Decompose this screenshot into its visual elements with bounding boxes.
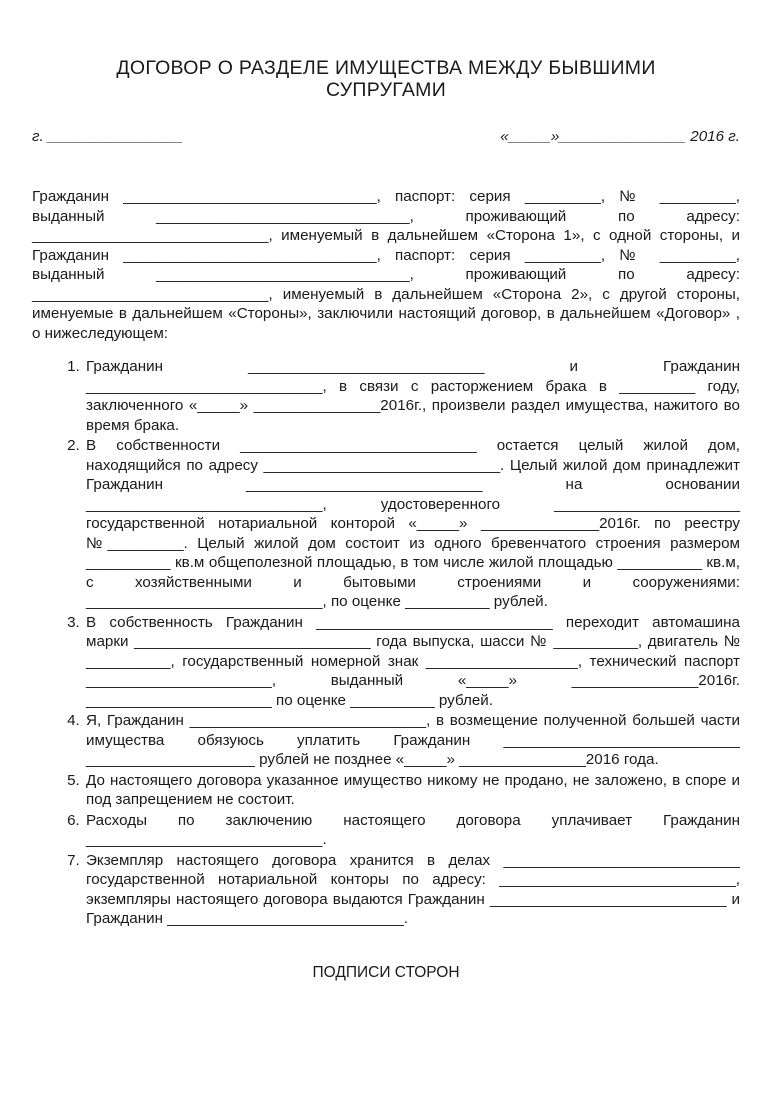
document-title bbox=[32, 57, 740, 101]
place-date-line bbox=[32, 127, 740, 147]
intro-paragraph bbox=[32, 187, 740, 343]
signatures-heading: ПОДПИСИ СТОРОН bbox=[312, 963, 460, 981]
date-field: «_____»_______________ 2016 г. bbox=[500, 128, 740, 145]
clause-item: 1. Гражданин ____________________________ и Гражданин ____________________________, в связи с расторжением брака в _________ году, заключенного «_____» _______________2016г., произвели раздел имущества, нажитого во время брака. bbox=[84, 357, 740, 435]
clause-item: 6. Расходы по заключению настоящего договора уплачивает Гражданин ____________________________. bbox=[84, 811, 740, 850]
clause-item: 5. До настоящего договора указанное имущество никому не продано, не заложено, в споре и под запрещением не состоит. bbox=[84, 771, 740, 810]
city-field: г. ________________ bbox=[32, 128, 184, 145]
clause-item: 2. В собственности ____________________________ остается целый жилой дом, находящийся по адресу ____________________________. Целый жилой дом принадлежит Гражданин ____________________________ на основании ____________________________, удостоверенного ______________________ государственной нотариальной конторой «_____» ______________2016г. по реестру №_________. Целый жилой дом состоит из одного бревенчатого строения размером __________ кв.м общеполезной площадью, в том числе жилой площадью __________ кв.м, с хозяйственными и бытовыми строениями и сооружениями: ____________________________, по оценке __________ рублей. bbox=[84, 436, 740, 612]
clauses-list bbox=[32, 357, 740, 929]
title-line-2: СУПРУГАМИ bbox=[325, 79, 447, 101]
title-line-1: ДОГОВОР О РАЗДЕЛЕ ИМУЩЕСТВА МЕЖДУ БЫВШИМИ bbox=[116, 57, 656, 79]
intro-text: Гражданин ______________________________, паспорт: серия _________, № _________, выданный ______________________________, проживающий по адресу: ____________________________, именуемый в дальнейшем «Сторона 1», с одной стороны, и Гражданин ______________________________, паспорт: серия _________, № _________, выданный ______________________________, проживающий по адресу: ____________________________, именуемый в дальнейшем «Сторона 2», с другой стороны, именуемые в дальнейшем «Стороны», заключили настоящий договор, в дальнейшем «Договор» , о нижеследующем: bbox=[32, 188, 740, 342]
clause-item: 7. Экземпляр настоящего договора хранится в делах ____________________________ государственной нотариальной конторы по адресу: ____________________________, экземпляры настоящего договора выдаются Гражданин ____________________________ и Гражданин ____________________________. bbox=[84, 851, 740, 929]
clause-item: 3. В собственность Гражданин ____________________________ переходит автомашина марки ____________________________ года выпуска, шасси № __________, двигатель № __________, государственный номерной знак __________________, технический паспорт ______________________, выданный «_____» _______________2016г. ______________________ по оценке __________ рублей. bbox=[84, 613, 740, 711]
clause-item: 4. Я, Гражданин ____________________________, в возмещение полученной большей части имущества обязуюсь уплатить Гражданин ____________________________ ____________________ рублей не позднее «_____» _______________2016 года. bbox=[84, 711, 740, 770]
